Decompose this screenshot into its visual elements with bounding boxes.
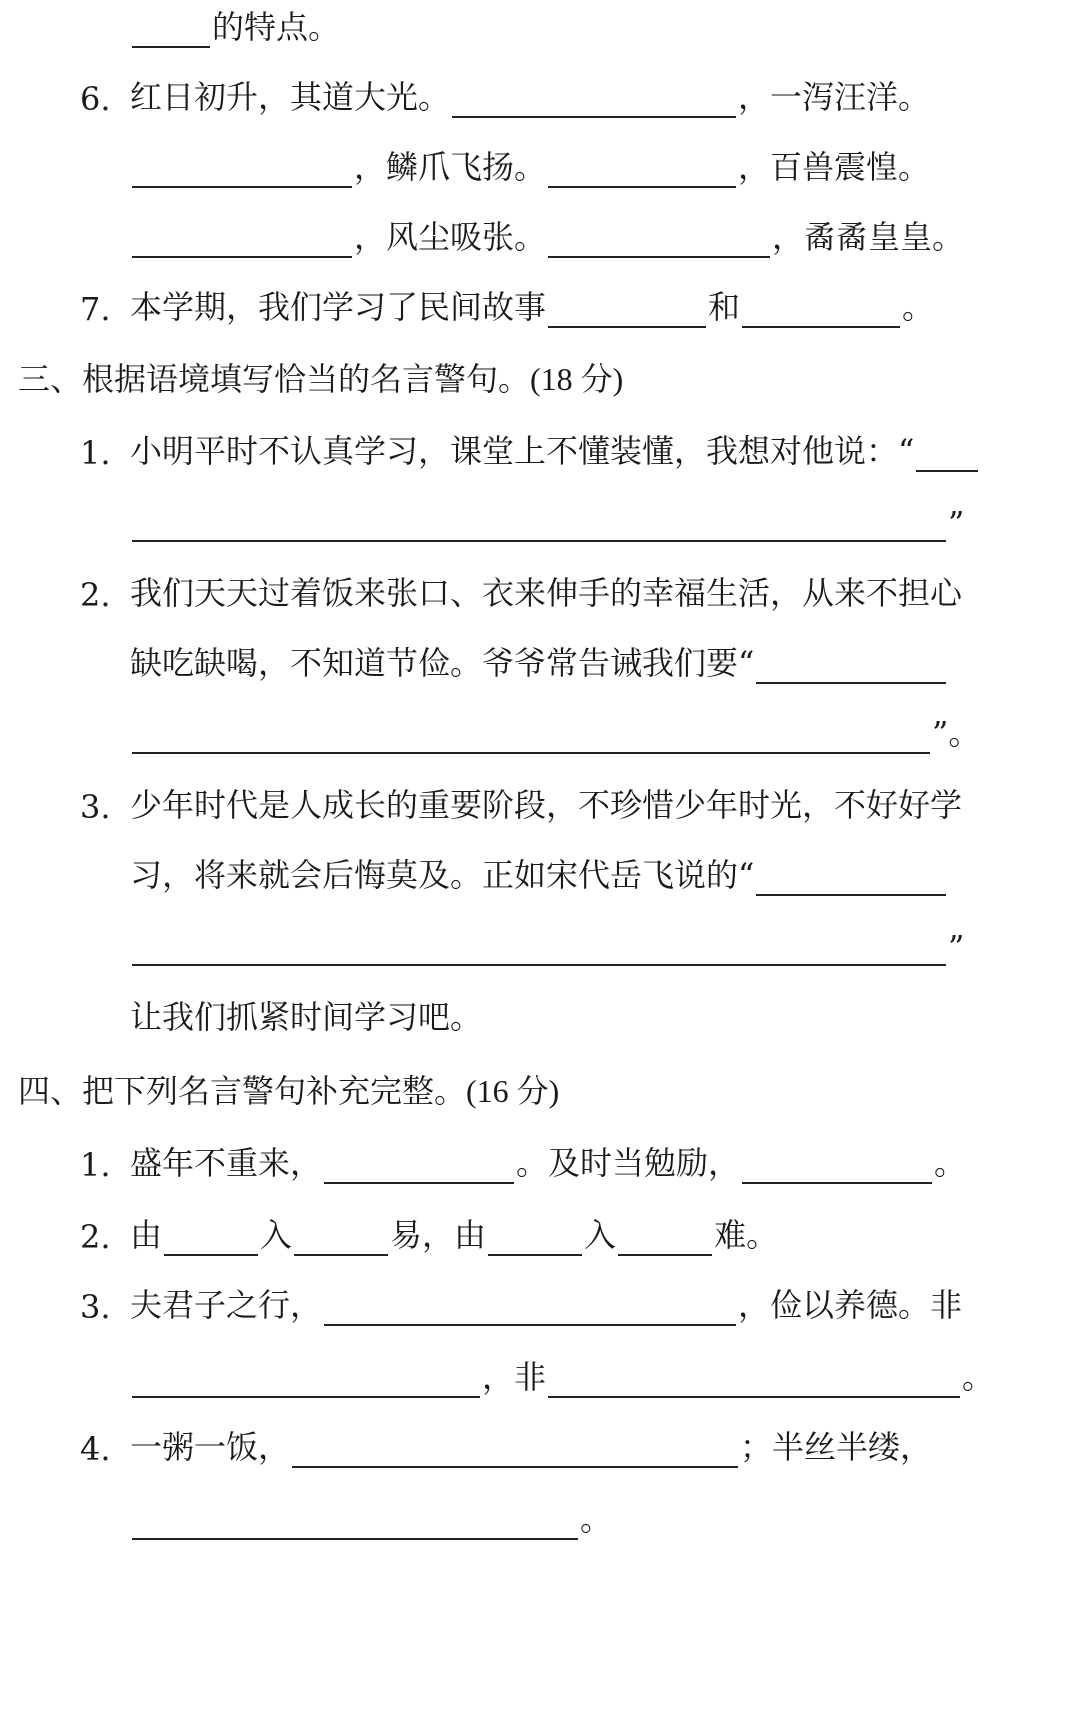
blank[interactable]	[132, 508, 946, 542]
question-number: 7.	[80, 290, 111, 328]
blank[interactable]	[132, 1506, 578, 1540]
s4-question-1	[0, 1140, 1080, 1184]
text: ，百兽震惶。	[738, 148, 931, 186]
blank[interactable]	[132, 224, 352, 258]
question-number: 2.	[80, 576, 111, 614]
blank[interactable]	[132, 720, 930, 754]
text: 本学期，我们学习了民间故事	[130, 288, 547, 326]
text: 。	[962, 1358, 995, 1396]
blank[interactable]	[164, 1222, 258, 1256]
text: ，一泻汪洋。	[738, 78, 931, 116]
text: 我们天天过着饭来张口、衣来伸手的幸福生活，从来不担心	[130, 574, 963, 612]
text: 小明平时不认真学习，课堂上不懂装懂，我想对他说：“	[130, 432, 915, 470]
s4-question-4-line-1	[0, 1424, 1080, 1468]
blank[interactable]	[324, 1292, 736, 1326]
section-score: (16 分)	[466, 1073, 560, 1109]
blank[interactable]	[618, 1222, 712, 1256]
blank[interactable]	[742, 1150, 932, 1184]
section-title: 四、把下列名言警句补充完整。	[18, 1072, 467, 1110]
blank[interactable]	[742, 294, 900, 328]
s4-question-2	[0, 1212, 1080, 1256]
question-number: 3.	[80, 788, 111, 826]
blank[interactable]	[324, 1150, 514, 1184]
close-quote: ”。	[932, 714, 981, 752]
s3-question-1-line-2	[0, 498, 1080, 542]
blank[interactable]	[294, 1222, 388, 1256]
text: 由	[130, 1216, 163, 1254]
s3-question-2-line-2	[0, 640, 1080, 684]
question-number: 4.	[80, 1430, 111, 1468]
blank[interactable]	[548, 294, 706, 328]
text: 盛年不重来，	[130, 1144, 323, 1182]
text: 。及时当勉励，	[516, 1144, 741, 1182]
blank[interactable]	[488, 1222, 582, 1256]
question-6-line-2	[0, 144, 1080, 188]
s3-question-2-line-3	[0, 710, 1080, 754]
question-number: 1.	[80, 434, 111, 472]
text: 缺吃缺喝，不知道节俭。爷爷常告诫我们要“	[130, 644, 755, 682]
text: 。	[580, 1500, 613, 1538]
blank[interactable]	[452, 84, 736, 118]
s3-question-3-line-1	[0, 782, 1080, 826]
text: 入	[584, 1216, 617, 1254]
blank[interactable]	[292, 1434, 738, 1468]
blank[interactable]	[548, 154, 736, 188]
question-number: 2.	[80, 1218, 111, 1256]
blank[interactable]	[548, 224, 770, 258]
text: 的特点。	[212, 8, 341, 46]
close-quote: ”	[948, 928, 965, 966]
text: 难。	[714, 1216, 779, 1254]
text: 易，由	[390, 1216, 487, 1254]
text: ，俭以养德。非	[738, 1286, 963, 1324]
s4-question-4-line-2	[0, 1496, 1080, 1540]
text: 入	[260, 1216, 293, 1254]
s4-question-3-line-1	[0, 1282, 1080, 1326]
text: 红日初升，其道大光。	[130, 78, 451, 116]
question-number: 6.	[80, 80, 111, 118]
s4-question-3-line-2	[0, 1354, 1080, 1398]
s3-question-3-line-2	[0, 852, 1080, 896]
question-6-line-1	[0, 74, 1080, 118]
text: 少年时代是人成长的重要阶段，不珍惜少年时光，不好好学	[130, 786, 963, 824]
section-4-title	[0, 1068, 1080, 1112]
blank[interactable]	[756, 650, 946, 684]
blank[interactable]	[916, 438, 978, 472]
blank[interactable]	[548, 1364, 960, 1398]
s3-question-3-line-4	[0, 994, 1080, 1038]
close-quote: ”	[948, 504, 965, 542]
s3-question-2-line-1	[0, 570, 1080, 614]
section-title: 三、根据语境填写恰当的名言警句。	[18, 360, 531, 398]
question-number: 1.	[80, 1146, 111, 1184]
text: ，鳞爪飞扬。	[354, 148, 547, 186]
section-score: (18 分)	[530, 361, 624, 397]
question-number: 3.	[80, 1288, 111, 1326]
blank[interactable]	[132, 932, 946, 966]
text: 一粥一饭，	[130, 1428, 291, 1466]
question-7	[0, 284, 1080, 328]
blank[interactable]	[756, 862, 946, 896]
blank[interactable]	[132, 154, 352, 188]
text: 。	[934, 1144, 967, 1182]
text: ，风尘吸张。	[354, 218, 547, 256]
line-feature	[0, 4, 1080, 48]
text: 。	[902, 288, 935, 326]
text: ，矞矞皇皇。	[772, 218, 965, 256]
text: ；半丝半缕，	[740, 1428, 933, 1466]
s3-question-1-line-1	[0, 428, 1080, 472]
s3-question-3-line-3	[0, 922, 1080, 966]
text: ，非	[482, 1358, 547, 1396]
section-3-title	[0, 356, 1080, 400]
text: 习，将来就会后悔莫及。正如宋代岳飞说的“	[130, 856, 755, 894]
text: 让我们抓紧时间学习吧。	[130, 998, 483, 1036]
blank[interactable]	[132, 1364, 480, 1398]
blank[interactable]	[132, 14, 210, 48]
question-6-line-3	[0, 214, 1080, 258]
text: 夫君子之行，	[130, 1286, 323, 1324]
text: 和	[708, 288, 741, 326]
